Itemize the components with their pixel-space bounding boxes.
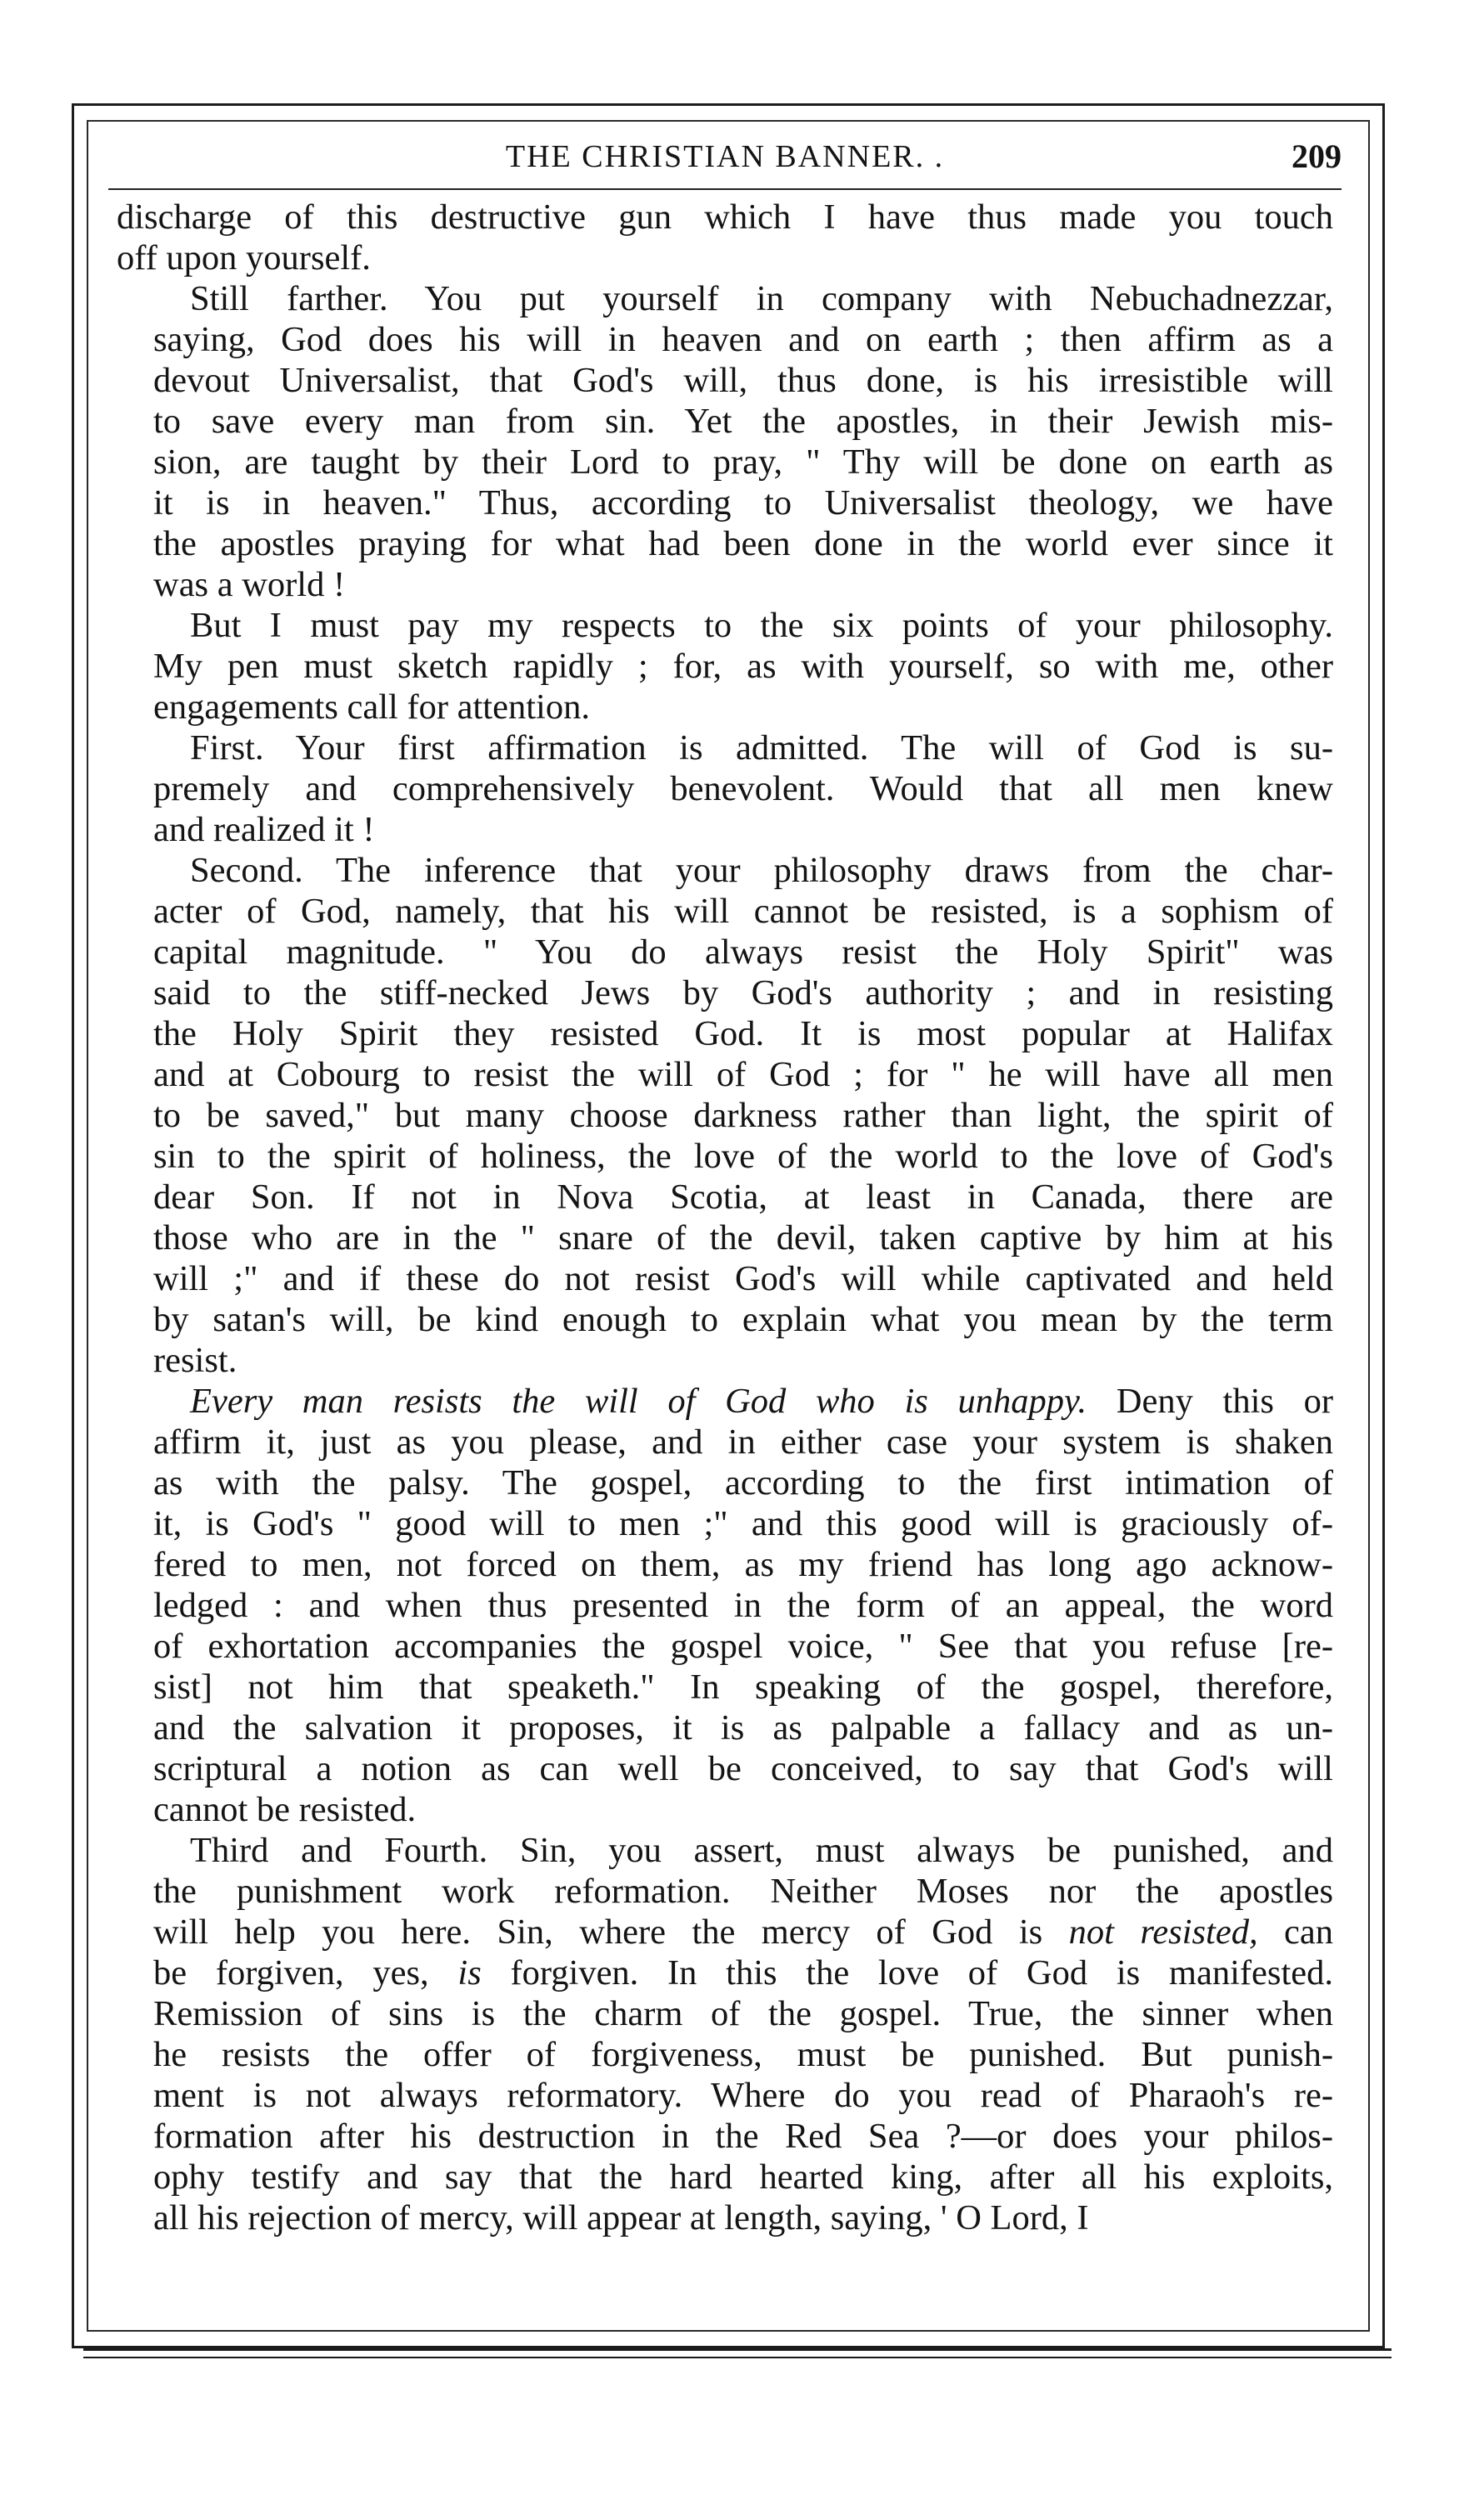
text-line: all his rejection of mercy, will appear at length, saying, ' O Lord, I — [153, 2198, 1089, 2238]
text-line: premely and comprehensively benevolent. Would that all men knew — [153, 769, 1333, 808]
text-line: he resists the offer of forgiveness, must be punished. But punish- — [153, 2035, 1333, 2074]
text-line: saying, God does his will in heaven and on earth ; then affirm as a — [153, 320, 1333, 359]
paragraph — [117, 850, 1333, 1381]
italic-emphasis: is — [457, 1953, 482, 1992]
text-line: capital magnitude. " You do always resist the Holy Spirit" was — [153, 932, 1333, 972]
text-line: will ;" and if these do not resist God's will while captivated and held — [153, 1259, 1333, 1298]
text-line: to be saved," but many choose darkness rather than light, the spirit of — [153, 1096, 1333, 1135]
text-line: those who are in the " snare of the devil, taken captive by him at his — [153, 1218, 1333, 1258]
text-line: discharge of this destructive gun which I have thus made you touch — [117, 198, 1333, 237]
text-line: My pen must sketch rapidly ; for, as with yourself, so with me, other — [153, 647, 1333, 686]
text-line: But I must pay my respects to the six points of your philosophy. — [190, 606, 1333, 645]
text-line: the Holy Spirit they resisted God. It is most popular at Halifax — [153, 1014, 1333, 1053]
text-line: of exhortation accompanies the gospel voice, " See that you refuse [re- — [153, 1627, 1333, 1666]
text-line: dear Son. If not in Nova Scotia, at least in Canada, there are — [153, 1178, 1333, 1217]
paragraph — [117, 728, 1333, 850]
text-line: ledged : and when thus presented in the form of an appeal, the word — [153, 1586, 1333, 1625]
text-line: the apostles praying for what had been done in the world ever since it — [153, 524, 1333, 563]
text-line: it is in heaven." Thus, according to Universalist theology, we have — [153, 483, 1333, 522]
text-line: be forgiven, yes, is forgiven. In this the love of God is manifested. — [153, 1953, 1333, 1992]
italic-emphasis: not resisted, — [1068, 1912, 1258, 1952]
text-line: sist] not him that speaketh." In speaking of the gospel, therefore, — [153, 1668, 1333, 1707]
text-line: First. Your first affirmation is admitted. The will of God is su- — [190, 728, 1333, 768]
text-line: will help you here. Sin, where the mercy of God is not resisted, can — [153, 1912, 1333, 1952]
text-line: ment is not always reformatory. Where do you read of Pharaoh's re- — [153, 2076, 1333, 2115]
text-line: ophy testify and say that the hard hearted king, after all his exploits, — [153, 2158, 1333, 2197]
running-title: THE CHRISTIAN BANNER. . — [505, 139, 945, 174]
text-line: Second. The inference that your philosophy draws from the char- — [190, 851, 1333, 890]
text-line: devout Universalist, that God's will, thus done, is his irresistible will — [153, 361, 1333, 400]
text-line: acter of God, namely, that his will cannot be resisted, is a sophism of — [153, 892, 1333, 931]
text-line: scriptural a notion as can well be conceived, to say that God's will — [153, 1749, 1333, 1788]
text-line: cannot be resisted. — [153, 1790, 417, 1829]
text-line: the punishment work reformation. Neither Moses nor the apostles — [153, 1872, 1333, 1911]
footer-rule-double — [83, 2357, 1392, 2358]
paragraph — [117, 1830, 1333, 2238]
text-line: said to the stiff-necked Jews by God's authority ; and in resisting — [153, 973, 1333, 1012]
page-number: 209 — [1292, 138, 1342, 175]
footer-rule — [83, 2348, 1392, 2351]
text-line: Still farther. You put yourself in company with Nebuchadnezzar, — [190, 279, 1333, 318]
text-line: affirm it, just as you please, and in either case your system is shaken — [153, 1422, 1333, 1462]
text-line: and at Cobourg to resist the will of God ; for " he will have all men — [153, 1055, 1333, 1094]
text-line: was a world ! — [153, 565, 346, 604]
text-line: sin to the spirit of holiness, the love of the world to the love of God's — [153, 1137, 1333, 1176]
paragraph — [117, 278, 1333, 605]
body-text — [117, 197, 1333, 2238]
text-line: resist. — [153, 1341, 237, 1380]
paragraph — [117, 605, 1333, 728]
italic-emphasis: Every man resists the will of God who is unhappy. — [190, 1382, 1087, 1421]
text-line: sion, are taught by their Lord to pray, " Thy will be done on earth as — [153, 442, 1333, 482]
text-line: by satan's will, be kind enough to explain what you mean by the term — [153, 1300, 1333, 1339]
text-line: and the salvation it proposes, it is as palpable a fallacy and as un- — [153, 1708, 1333, 1748]
text-line: Third and Fourth. Sin, you assert, must always be punished, and — [190, 1831, 1333, 1870]
text-line: it, is God's " good will to men ;" and this good will is graciously of- — [153, 1504, 1333, 1543]
text-line: formation after his destruction in the Red Sea ?—or does your philos- — [153, 2117, 1333, 2156]
text-line: fered to men, not forced on them, as my friend has long ago acknow- — [153, 1545, 1333, 1584]
paragraph — [117, 197, 1333, 278]
page-header — [108, 132, 1342, 182]
text-line: as with the palsy. The gospel, according to the first intimation of — [153, 1463, 1333, 1502]
text-line: engagements call for attention. — [153, 688, 590, 727]
text-line: off upon yourself. — [117, 238, 371, 278]
text-line: Remission of sins is the charm of the gospel. True, the sinner when — [153, 1994, 1333, 2033]
paragraph — [117, 1381, 1333, 1830]
text-line: Every man resists the will of God who is unhappy. Deny this or — [190, 1382, 1333, 1421]
text-line: to save every man from sin. Yet the apostles, in their Jewish mis- — [153, 402, 1333, 441]
header-rule — [108, 188, 1342, 190]
text-line: and realized it ! — [153, 810, 375, 849]
